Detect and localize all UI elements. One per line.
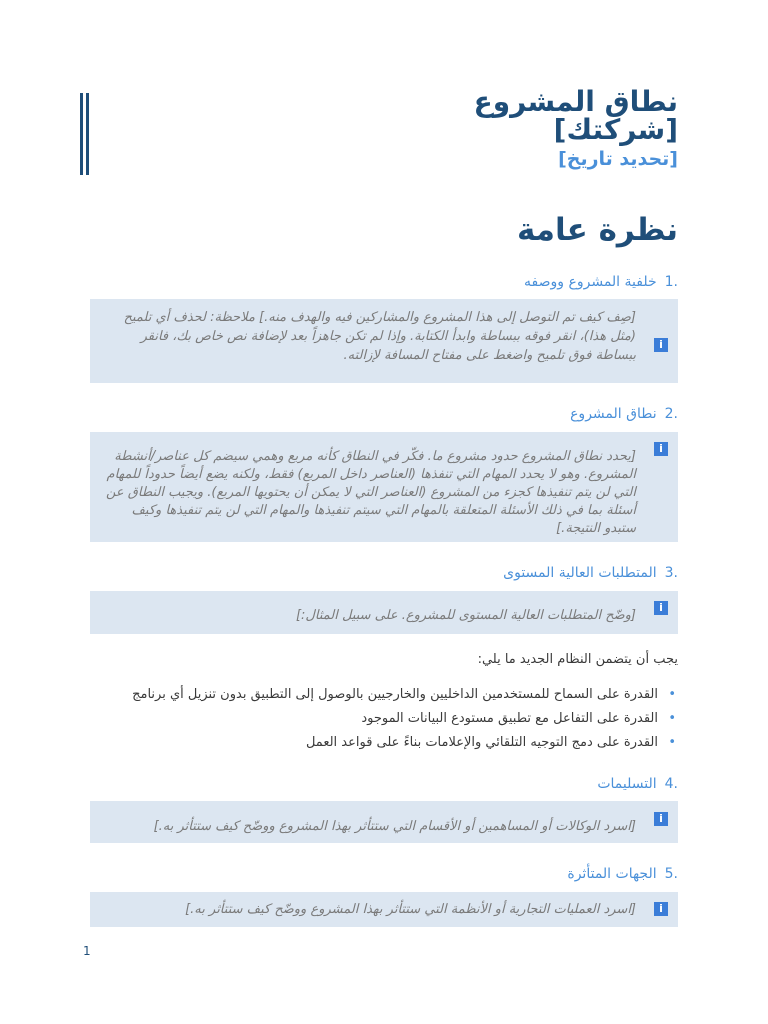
- tip-box-deliverables[interactable]: [90, 801, 678, 843]
- list-item: [132, 707, 678, 731]
- date-placeholder[interactable]: [تحديد تاريخ]: [558, 148, 678, 170]
- section-heading-requirements: [503, 565, 678, 581]
- section-title: الجهات المتأثرة: [567, 866, 657, 882]
- tip-text[interactable]: [يحدد نطاق المشروع حدود مشروع ما. فكّر في النطاق كأنه مربع وهمي سيضم كل عناصر/أنشطة المشروع. وهو لا يحدد المهام التي تنفذها (العناصر داخل المربع) فقط، ولكنه يضع أيضاً حدوداً للمهام التي لن يتم تنفيذها كجزء من المشروع (العناصر التي لا يمكن أن يحتويها المربع). ويجيب النطاق عن أسئلة بما في ذلك الأسئلة المتعلقة بالمهام التي سيتم تنفيذها والمهام التي لن يتم تنفيذها وكيف ستبدو النتيجة.]: [106, 449, 636, 536]
- tip-box-scope[interactable]: [90, 432, 678, 542]
- section-heading-background: [524, 274, 678, 290]
- title-line[interactable]: نطاق المشروع: [473, 85, 678, 118]
- tip-box-requirements[interactable]: [90, 591, 678, 634]
- list-item: [132, 683, 678, 707]
- list-item-text: القدرة على دمج التوجيه التلقائي والإعلامات بناءً على قواعد العمل: [305, 735, 658, 750]
- list-item-text: القدرة على التفاعل مع تطبيق مستودع البيانات الموجود: [361, 711, 658, 726]
- tip-text[interactable]: [صِف كيف تم التوصل إلى هذا المشروع والمشاركين فيه والهدف منه.] ملاحظة: لحذف أي تلميح (مثل هذا)، انقر فوقه ببساطة وابدأ الكتابة. وإذا لم تكن جاهزاً بعد لإضافة نص خاص بك، فانقر ببساطة فوق تلميح واضغط على مفتاح المسافة لإزالته.: [123, 310, 636, 363]
- title-accent-bars: [80, 93, 89, 175]
- section-heading-scope: [570, 406, 678, 422]
- info-icon: i: [654, 601, 668, 615]
- tip-box-affected[interactable]: [90, 892, 678, 927]
- section-number: .5: [664, 866, 678, 882]
- section-number: .4: [664, 776, 678, 792]
- requirements-list: [132, 683, 678, 755]
- accent-bar: [86, 93, 89, 175]
- section-heading-deliverables: [597, 776, 678, 792]
- info-icon: i: [654, 902, 668, 916]
- tip-text[interactable]: [وضّح المتطلبات العالية المستوى للمشروع. على سبيل المثال:]: [295, 608, 636, 623]
- requirements-intro: يجب أن يتضمن النظام الجديد ما يلي:: [477, 652, 678, 667]
- list-item: [132, 731, 678, 755]
- overview-heading: نظرة عامة: [516, 212, 678, 248]
- section-heading-affected: [567, 866, 678, 882]
- info-icon: i: [654, 812, 668, 826]
- page-number: 1: [83, 944, 91, 958]
- company-placeholder[interactable]: [شركتك]: [553, 113, 678, 146]
- tip-box-background[interactable]: [90, 299, 678, 383]
- section-number: .1: [664, 274, 678, 290]
- bullet-icon: •: [668, 735, 676, 750]
- section-title: خلفية المشروع ووصفه: [524, 274, 657, 290]
- section-title: نطاق المشروع: [570, 406, 657, 422]
- document-header: [473, 85, 678, 171]
- section-title: التسليمات: [597, 776, 657, 792]
- bullet-icon: •: [668, 711, 676, 726]
- document-title[interactable]: [473, 85, 678, 146]
- info-icon: i: [654, 442, 668, 456]
- info-icon: i: [654, 338, 668, 352]
- bullet-icon: •: [668, 687, 676, 702]
- section-number: .2: [664, 406, 678, 422]
- accent-bar: [80, 93, 83, 175]
- section-title: المتطلبات العالية المستوى: [503, 565, 657, 581]
- tip-text[interactable]: [اسرد الوكالات أو المساهمين أو الأقسام التي ستتأثر بهذا المشروع ووضّح كيف ستتأثر به.]: [153, 819, 636, 834]
- list-item-text: القدرة على السماح للمستخدمين الداخليين والخارجيين بالوصول إلى التطبيق بدون تنزيل أي برنامج: [132, 687, 658, 702]
- tip-text[interactable]: [اسرد العمليات التجارية أو الأنظمة التي ستتأثر بهذا المشروع ووضّح كيف ستتأثر به.]: [185, 902, 636, 917]
- section-number: .3: [664, 565, 678, 581]
